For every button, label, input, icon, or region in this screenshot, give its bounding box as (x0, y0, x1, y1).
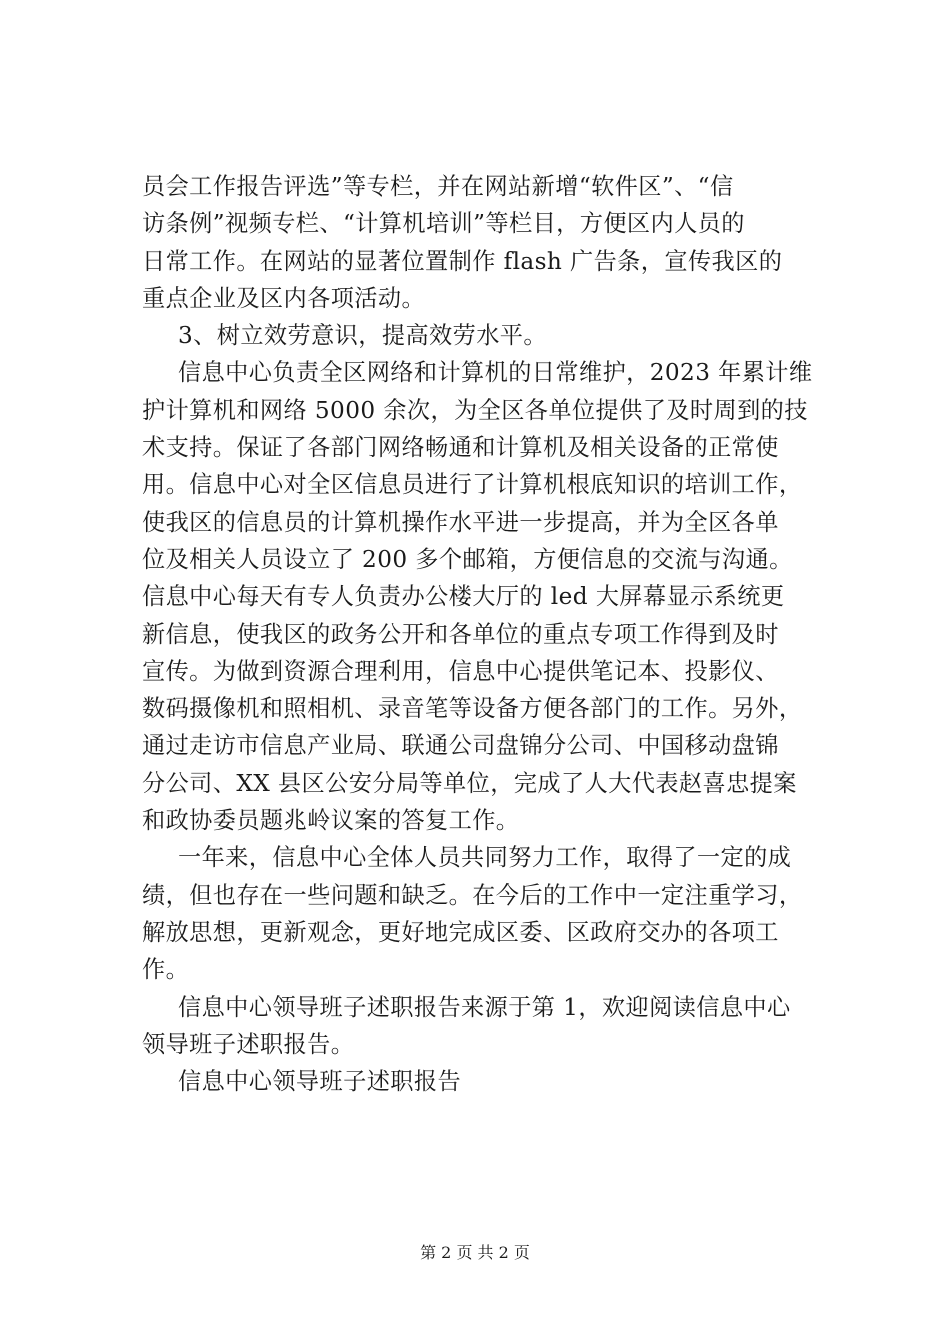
text-line: 解放思想，更新观念，更好地完成区委、区政府交办的各项工 (142, 918, 779, 946)
text-line: 分公司、XX 县区公安分局等单位，完成了人大代表赵喜忠提案 (142, 769, 797, 797)
text-line: 日常工作。在网站的显著位置制作 flash 广告条，宣传我区的 (142, 247, 783, 275)
page-footer (0, 1242, 950, 1264)
text-line: 和政协委员题兆岭议案的答复工作。 (142, 807, 520, 835)
text-line: 通过走访市信息产业局、联通公司盘锦分公司、中国移动盘锦 (142, 732, 779, 760)
text-line: 作。 (142, 956, 190, 984)
document-title-line: 信息中心领导班子述职报告 (178, 1068, 462, 1096)
text-line: 术支持。保证了各部门网络畅通和计算机及相关设备的正常使 (142, 434, 779, 462)
page-number: 第 2 页 共 2 页 (420, 1243, 530, 1262)
text-line: 员会工作报告评选”等专栏，并在网站新增“软件区”、“信 (142, 173, 734, 200)
text-line: 重点企业及区内各项活动。 (142, 284, 426, 312)
text-line: 位及相关人员设立了 200 多个邮箱，方便信息的交流与沟通。 (142, 545, 793, 573)
text-line: 信息中心领导班子述职报告来源于第 1，欢迎阅读信息中心 (178, 993, 791, 1021)
section-heading: 3、树立效劳意识，提高效劳水平。 (178, 322, 547, 350)
text-line: 领导班子述职报告。 (142, 1030, 355, 1058)
text-line: 数码摄像机和照相机、录音笔等设备方便各部门的工作。另外， (142, 695, 803, 723)
text-line: 用。信息中心对全区信息员进行了计算机根底知识的培训工作， (142, 471, 803, 499)
text-line: 绩，但也存在一些问题和缺乏。在今后的工作中一定注重学习， (142, 881, 803, 909)
text-line: 护计算机和网络 5000 余次，为全区各单位提供了及时周到的技 (142, 396, 808, 424)
text-line: 使我区的信息员的计算机操作水平进一步提高，并为全区各单 (142, 508, 779, 536)
document-body (142, 168, 832, 1100)
text-line: 信息中心负责全区网络和计算机的日常维护，2023 年累计维 (178, 359, 813, 387)
text-line: 新信息，使我区的政务公开和各单位的重点专项工作得到及时 (142, 620, 779, 648)
text-line: 一年来，信息中心全体人员共同努力工作，取得了一定的成 (178, 844, 792, 872)
text-line: 访条例”视频专栏、“计算机培训”等栏目，方便区内人员的 (142, 210, 745, 238)
text-line: 宣传。为做到资源合理利用，信息中心提供笔记本、投影仪、 (142, 657, 779, 685)
text-line: 信息中心每天有专人负责办公楼大厅的 led 大屏幕显示系统更 (142, 583, 785, 611)
